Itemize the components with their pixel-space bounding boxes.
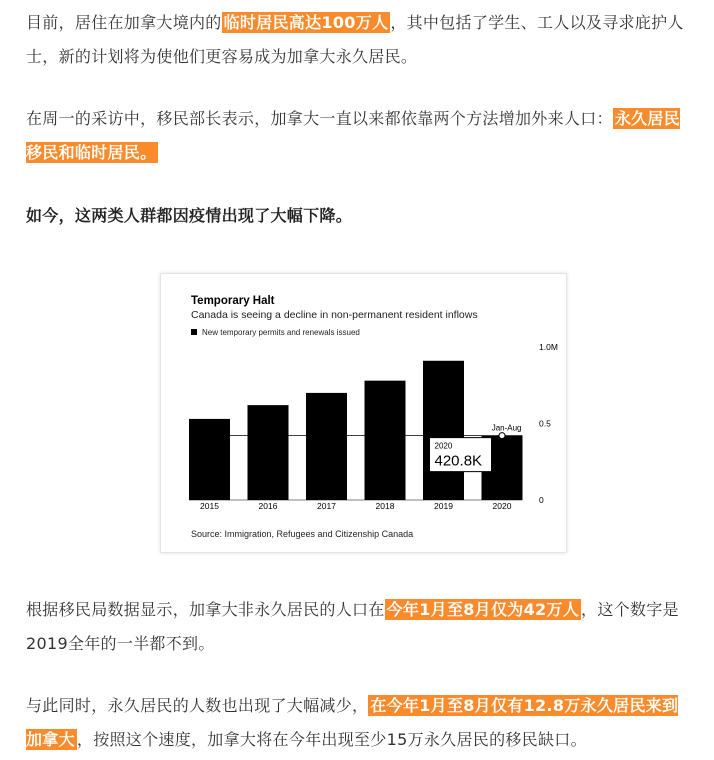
paragraph-5 (26, 689, 690, 757)
chart-subtitle: Canada is seeing a decline in non-permanent resident inflows (191, 309, 478, 321)
p5-text-after: ，按照这个速度，加拿大将在今年出现至少15万永久居民的移民缺口。 (76, 730, 587, 749)
data-point-marker (499, 433, 505, 439)
jan-aug-annotation: Jan-Aug (491, 423, 522, 433)
y-axis-labels (539, 342, 558, 505)
p4-text-before: 根据移民局数据显示，加拿大非永久居民的人口在 (26, 600, 385, 619)
x-axis-labels (200, 501, 512, 511)
y-tick-label: 0.5 (539, 418, 551, 429)
x-tick-label-2019: 2019 (434, 501, 453, 511)
p5-highlight: 在今年1月至8月仅有12.8万永久居民来到加拿大 (26, 696, 679, 749)
p2-highlight: 永久居民移民和临时居民。 (26, 109, 681, 162)
chart-source: Source: Immigration, Refugees and Citizenship Canada (191, 529, 414, 539)
paragraph-1 (26, 6, 690, 74)
p1-highlight: 临时居民高达100万人 (223, 13, 389, 32)
y-tick-label: 1.0M (539, 342, 558, 352)
tooltip-year: 2020 (434, 441, 453, 451)
x-tick-label-2018: 2018 (375, 501, 395, 511)
p4-text-after: ，这个数字是2019全年的一半都不到。 (26, 600, 679, 653)
legend-swatch (191, 329, 197, 335)
chart-title: Temporary Halt (191, 295, 275, 307)
x-tick-label-2020: 2020 (492, 501, 512, 511)
bar-2019 (423, 361, 464, 500)
p5-text-before: 与此同时，永久居民的人数也出现了大幅减少， (26, 696, 369, 715)
p1-text-before: 目前，居住在加拿大境内的 (26, 13, 222, 32)
paragraph-3: 如今，这两类人群都因疫情出现了大幅下降。 (26, 206, 353, 225)
bars-group (189, 361, 523, 500)
paragraph-2 (26, 102, 690, 170)
chart-card (160, 273, 567, 553)
bar-2016 (248, 405, 289, 500)
p2-text-before: 在周一的采访中，移民部长表示，加拿大一直以来都依靠两个方法增加外来人口： (26, 109, 613, 128)
y-tick-label: 0 (539, 495, 544, 505)
bar-2017 (306, 393, 347, 500)
paragraph-4 (26, 593, 690, 661)
bar-2018 (365, 381, 406, 500)
bar-chart (161, 274, 566, 552)
x-tick-label-2016: 2016 (258, 501, 278, 511)
tooltip-value: 420.8K (434, 452, 483, 470)
p4-highlight: 今年1月至8月仅为42万人 (386, 600, 580, 619)
p1-text-after: ，其中包括了学生、工人以及寻求庇护人士，新的计划将为使他们更容易成为加拿大永久居民。 (26, 13, 684, 66)
x-tick-label-2017: 2017 (317, 501, 336, 511)
bar-2015 (189, 419, 230, 500)
legend-label: New temporary permits and renewals issued (202, 328, 360, 337)
x-tick-label-2015: 2015 (200, 501, 219, 511)
